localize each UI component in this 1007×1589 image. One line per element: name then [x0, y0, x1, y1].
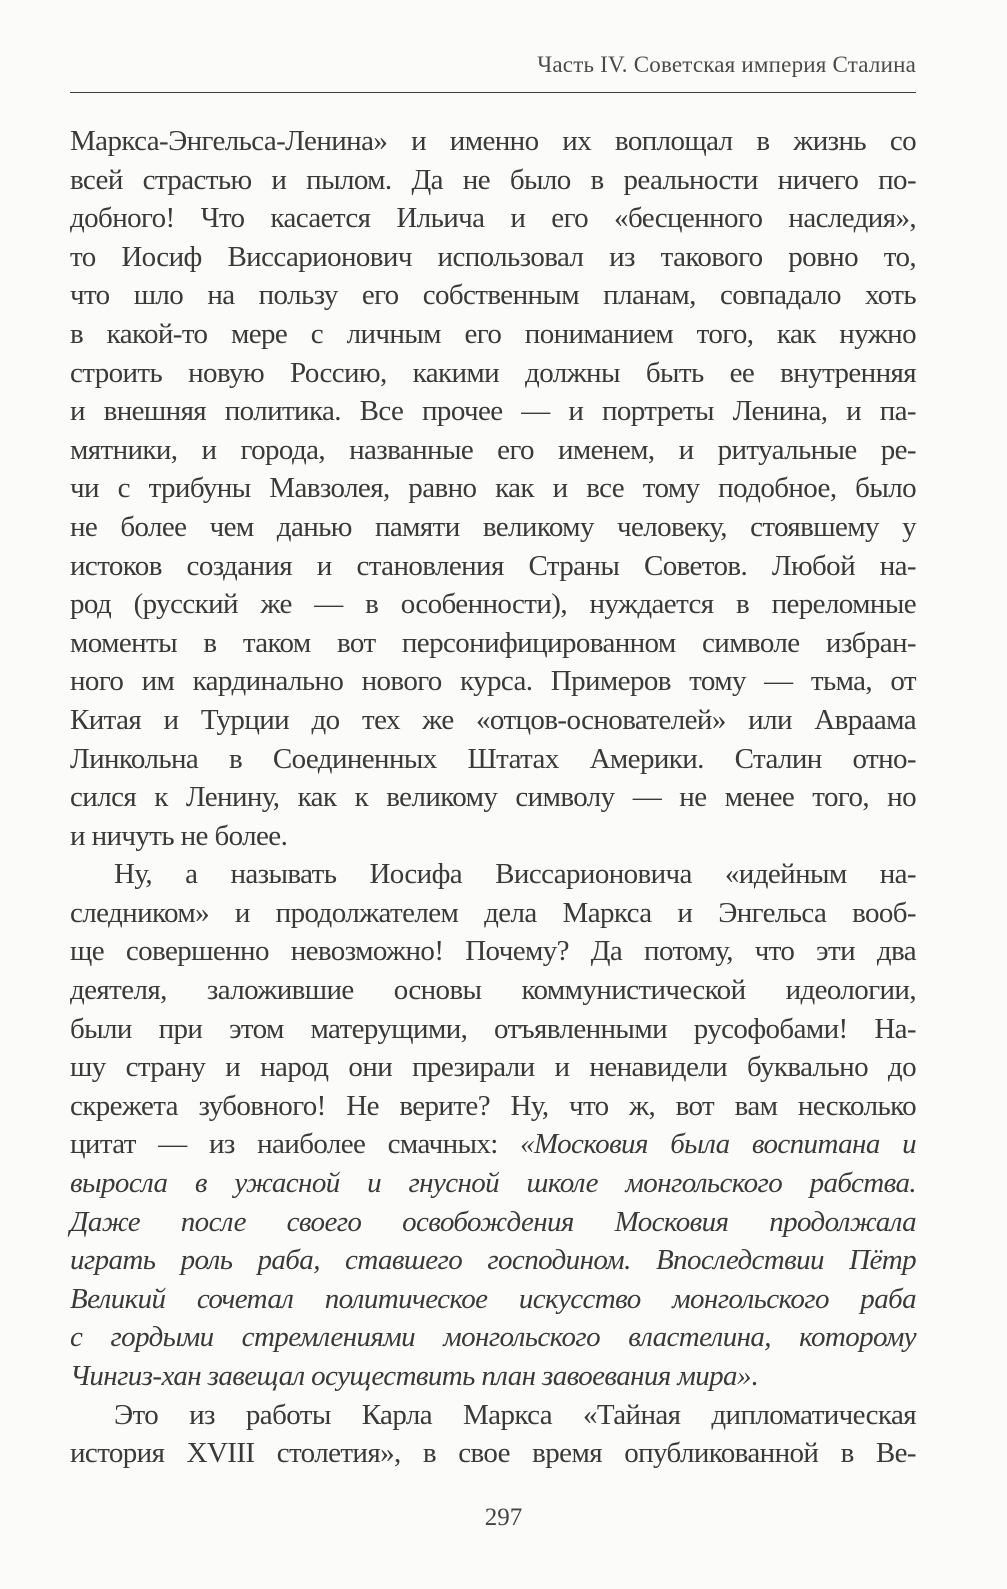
text-line: мятники, и города, названные его именем, и ритуальные ре-: [70, 433, 916, 466]
body-text: [70, 122, 916, 1473]
text-line: всей страстью и пылом. Да не было в реальности ничего по-: [70, 163, 916, 196]
text-line: род (русский же — в особенности), нуждается в переломные: [70, 588, 916, 621]
text-line: чи с трибуны Мавзолея, равно как и все тому подобное, было: [70, 472, 916, 505]
text-line: Маркса-Энгельса-Ленина» и именно их воплощал в жизнь со: [70, 125, 916, 157]
text-line: то Иосиф Виссарионович использовал из такового ровно то,: [70, 240, 916, 273]
quote-line: с гордыми стремлениями монгольского властелина, которому: [70, 1321, 916, 1354]
quote-line: Даже после своего освобождения Московия продолжала: [70, 1205, 916, 1238]
quote-line: выросла в ужасной и гнусной школе монгольского рабства.: [70, 1167, 916, 1200]
text-line: истоков создания и становления Страны Советов. Любой на-: [70, 549, 916, 582]
text-line: Линкольна в Соединенных Штатах Америки. Сталин отно-: [70, 742, 916, 775]
text-line: сился к Ленину, как к великому символу — не менее того, но: [70, 781, 916, 814]
text-line: деятеля, заложившие основы коммунистической идеологии,: [70, 974, 916, 1007]
quote-line: Великий сочетал политическое искусство монгольского раба: [70, 1282, 916, 1315]
text-line: Китая и Турции до тех же «отцов-основателей» или Авраама: [70, 703, 916, 736]
text-line: добного! Что касается Ильича и его «бесценного наследия»,: [70, 202, 916, 235]
text-line: моменты в таком вот персонифицированном символе избран-: [70, 626, 916, 659]
text-line: шу страну и народ они презирали и ненавидели буквально до: [70, 1051, 916, 1084]
text-line: ного им кардинально нового курса. Примеров тому — тьма, от: [70, 665, 916, 698]
text-line: строить новую Россию, какими должны быть ее внутренняя: [70, 356, 916, 389]
text-line: скрежета зубовного! Не верите? Ну, что ж, вот вам несколько: [70, 1089, 916, 1122]
paragraph-start-line: Это из работы Карла Маркса «Тайная дипломатическая: [114, 1398, 916, 1431]
paragraph-end-line: и ничуть не более.: [70, 819, 288, 852]
text-line: история XVIII столетия», в свое время опубликованной в Ве-: [70, 1437, 916, 1470]
header-rule: [70, 92, 916, 93]
text-line: не более чем данью памяти великому человеку, стоявшему у: [70, 510, 916, 543]
page-number: 297: [484, 1504, 523, 1531]
text-line: и внешняя политика. Все прочее — и портреты Ленина, и па-: [70, 395, 916, 428]
running-head: Часть IV. Советская империя Сталина: [537, 52, 916, 77]
text-line: в какой-то мере с личным его пониманием того, как нужно: [70, 317, 916, 350]
quote-line: играть роль раба, ставшего господином. Впоследствии Пётр: [70, 1244, 916, 1277]
paragraph-start-line: Ну, а называть Иосифа Виссарионовича «идейным на-: [114, 858, 916, 891]
text-line: были при этом матерущими, отъявленными русофобами! На-: [70, 1012, 916, 1045]
text-line: следником» и продолжателем дела Маркса и Энгельса вооб-: [70, 896, 916, 929]
text-line: ще совершенно невозможно! Почему? Да потому, что эти два: [70, 935, 916, 968]
quote-text: «Московия была воспитана и: [520, 1128, 916, 1161]
quote-end-line: Чингиз-хан завещал осуществить план завоевания мира».: [70, 1360, 758, 1392]
text-line: что шло на пользу его собственным планам, совпадало хоть: [70, 279, 916, 312]
text-line: цитат — из наиболее смачных: «Московия была воспитана и: [70, 1128, 916, 1161]
